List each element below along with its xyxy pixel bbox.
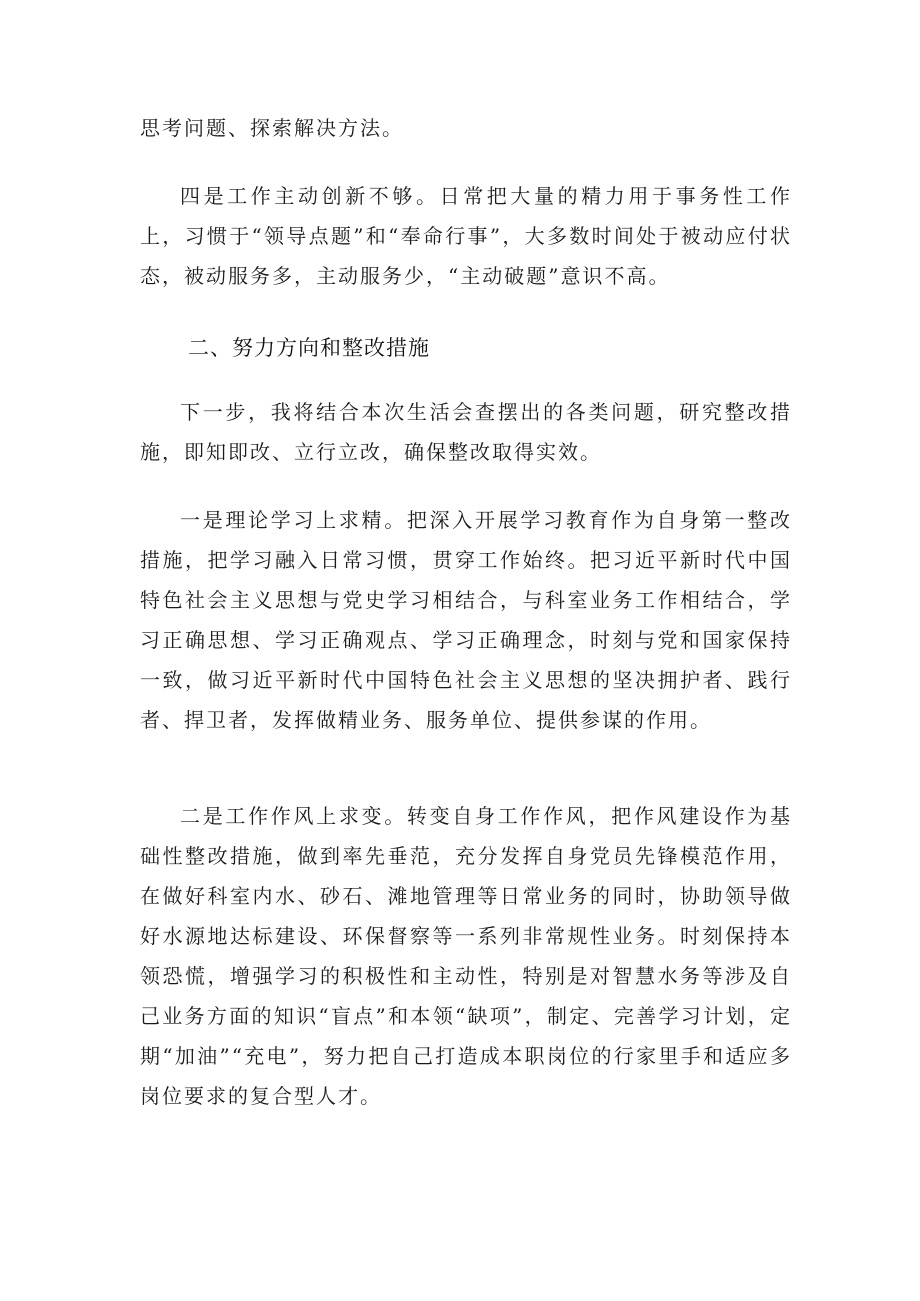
paragraph-continuation: 思考问题、探索解决方法。 xyxy=(140,116,404,140)
paragraph-point-four: 四是工作主动创新不够。日常把大量的精力用于事务性工作上，习惯于“领导点题”和“奉命行事”，大多数时间处于被动应付状态，被动服务多，主动服务少，“主动破题”意识不高。 xyxy=(140,184,792,288)
paragraph-measure-one: 一是理论学习上求精。把深入开展学习教育作为自身第一整改措施，把学习融入日常习惯，贯穿工作始终。把习近平新时代中国特色社会主义思想与党史学习相结合，与科室业务工作相结合，学习正确思想、学习正确观点、学习正确理念，时刻与党和国家保持一致，做习近平新时代中国特色社会主义思想的坚决拥护者、践行者、捍卫者，发挥做精业务、服务单位、提供参谋的作用。 xyxy=(140,508,792,732)
paragraph-measure-two: 二是工作作风上求变。转变自身工作作风，把作风建设作为基础性整改措施，做到率先垂范，充分发挥自身党员先锋模范作用，在做好科室内水、砂石、滩地管理等日常业务的同时，协助领导做好水源地达标建设、环保督察等一系列非常规性业务。时刻保持本领恐慌，增强学习的积极性和主动性，特别是对智慧水务等涉及自己业务方面的知识“盲点”和本领“缺项”，制定、完善学习计划，定期“加油”“充电”，努力把自己打造成本职岗位的行家里手和适应多岗位要求的复合型人才。 xyxy=(140,804,792,1108)
section-heading: 二、努力方向和整改措施 xyxy=(188,336,430,360)
paragraph-intro: 下一步，我将结合本次生活会查摆出的各类问题，研究整改措施，即知即改、立行立改，确保整改取得实效。 xyxy=(140,400,792,464)
